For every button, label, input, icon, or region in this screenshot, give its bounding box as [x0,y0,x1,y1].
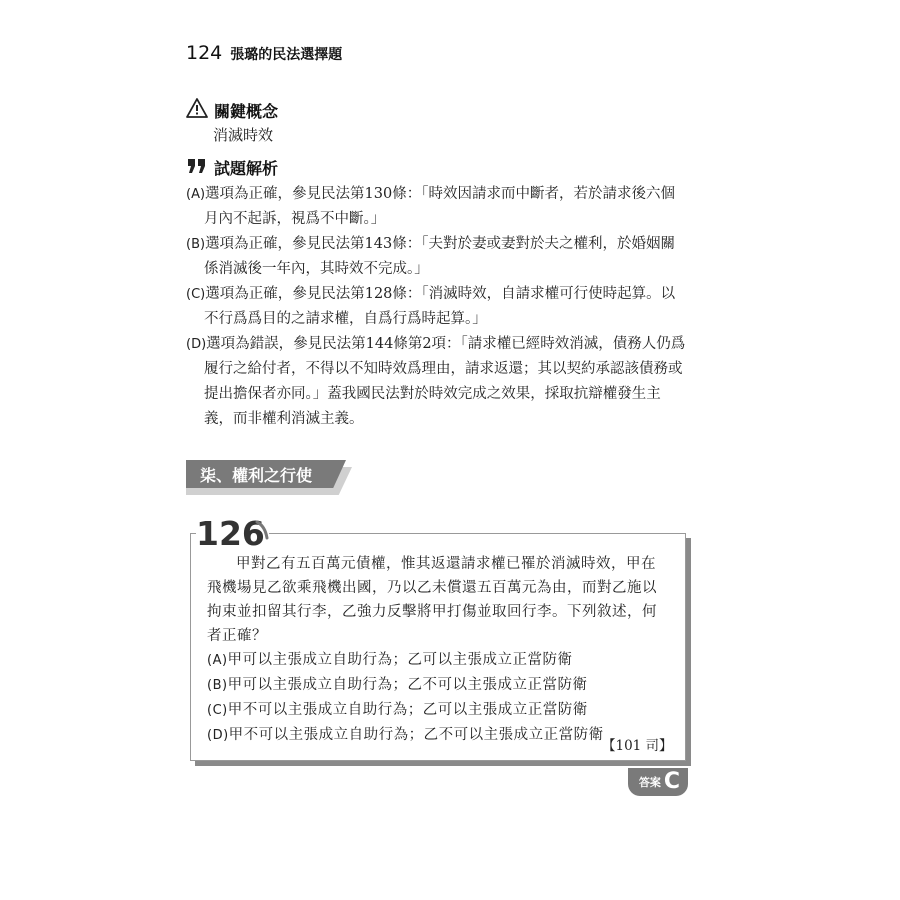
warning-icon [186,98,208,122]
analysis-label: 試題解析 [214,159,279,178]
page-number: 124 [186,42,223,64]
analysis-text: 選項為正確，參見民法第130條：「時效因請求而中斷者，若於請求後六個月內不起訴，視爲不中斷。」 [204,186,675,227]
quote-icon [186,157,208,179]
option-marker: (B) [207,678,228,693]
book-title: 張璐的民法選擇題 [230,47,343,63]
analysis-text: 選項為正確，參見民法第143條：「夫對於妻或妻對於夫之權利，於婚姻關係消滅後一年內，其時效不完成。」 [204,236,675,277]
question-number: 126 [196,514,269,553]
choice-item [207,648,667,673]
analysis-heading [186,156,278,179]
key-concept-label: 關鍵概念 [214,101,279,121]
choice-item [207,673,667,698]
page-header [186,42,342,64]
curl-decoration-icon [255,520,269,544]
choice-text: 甲可以主張成立自助行為；乙不可以主張成立正當防衛 [227,677,588,693]
question-body [207,552,667,748]
answer-value: C [663,769,680,794]
question-source: 【101 司】 [602,738,673,754]
analysis-item [186,332,686,432]
chapter-title: 柒、權利之行使 [200,466,313,485]
option-marker: (C) [186,287,206,302]
option-marker: (D) [186,337,207,352]
option-marker: (A) [186,187,206,202]
analysis-text: 選項為錯誤，參見民法第144條第2項：「請求權已經時效消滅，債務人仍爲履行之給付者，不得以不知時效爲理由，請求返還；其以契約承認該債務或提出擔保者亦同。」蓋我國民法對於時效完成之效果，採取抗辯權發生主義，而非權利消滅主義。 [204,336,686,427]
option-marker: (D) [207,728,229,743]
key-concept-heading [186,98,278,122]
option-marker: (C) [207,703,228,718]
choice-item [207,698,667,723]
key-concept-text: 消滅時效 [213,126,274,144]
choice-text: 甲不可以主張成立自助行為；乙可以主張成立正當防衛 [227,702,588,718]
analysis-item [186,282,686,332]
analysis-body [186,182,686,432]
question-stem: 甲對乙有五百萬元債權，惟其返還請求權已罹於消滅時效，甲在飛機場見乙欲乘飛機出國，乃以乙未償還五百萬元為由，而對乙施以拘束並扣留其行李，乙強力反擊將甲打傷並取回行李。下列敘述，何者正確？ [207,556,657,644]
option-marker: (B) [186,237,206,252]
analysis-item [186,182,686,232]
choice-item [207,723,667,748]
analysis-text: 選項為正確，參見民法第128條：「消滅時效，自請求權可行使時起算。以不行爲爲目的之請求權，自爲行爲時起算。」 [204,286,676,327]
analysis-item [186,232,686,282]
choice-text: 甲可以主張成立自助行為；乙可以主張成立正當防衛 [227,652,573,668]
answer-tab [628,768,688,796]
option-marker: (A) [207,653,228,668]
answer-label: 答案 [638,776,661,789]
choice-text: 甲不可以主張成立自助行為；乙不可以主張成立正當防衛 [228,727,604,743]
